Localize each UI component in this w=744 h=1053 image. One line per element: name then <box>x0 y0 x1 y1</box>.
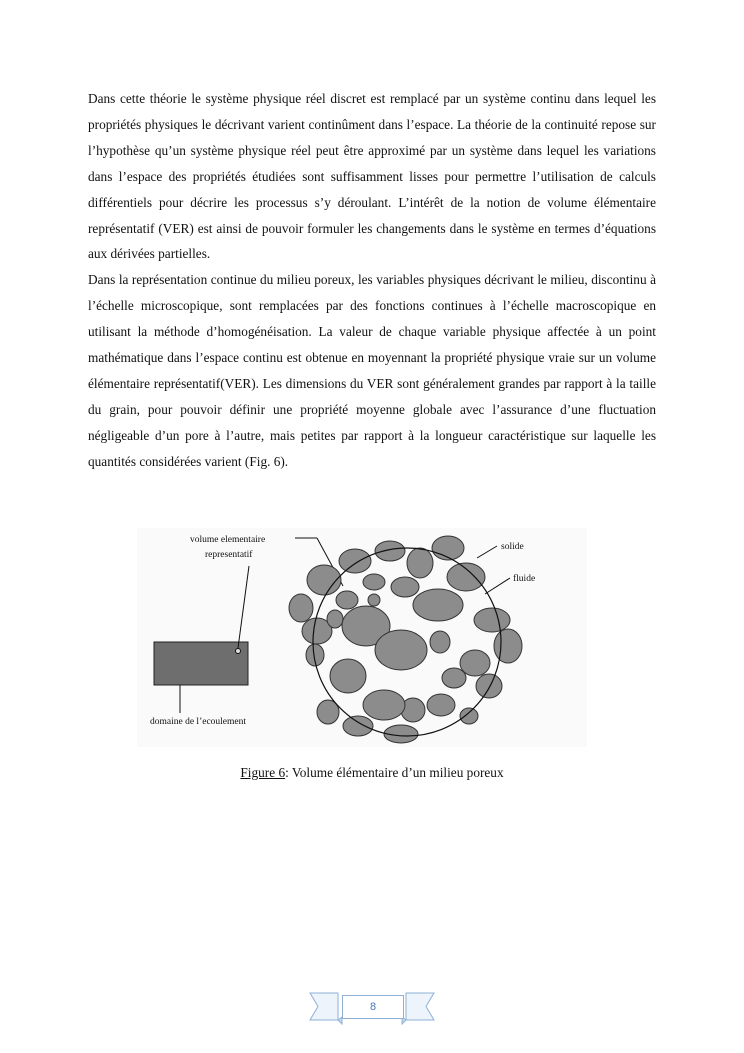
label-fluide: fluide <box>513 574 536 584</box>
body-text <box>88 86 656 475</box>
figure-porous-medium <box>137 528 587 747</box>
label-domaine-ecoulement: domaine de l’ecoulement <box>150 717 247 727</box>
figure-caption-label: Figure 6 <box>240 765 286 780</box>
page-footer <box>308 990 436 1030</box>
paragraph-2: Dans la représentation continue du milieu poreux, les variables physiques décrivant le milieu, discontinu à l’échelle microscopique, sont remplacées par des fonctions continues à l’échelle macroscopique en utilisant la méthode d’homogénéisation. La valeur de chaque variable physique affectée à un point mathématique dans l’espace continu est obtenue en moyennant la propriété physique vraie sur un volume élémentaire représentatif(VER). Les dimensions du VER sont généralement grandes par rapport à la taille du grain, pour pouvoir définir une propriété moyenne globale avec l’assurance d’une fluctuation négligeable d’un pore à l’autre, mais petites par rapport à la longueur caractéristique sur laquelle les quantités considérées varient (Fig. 6). <box>88 272 656 469</box>
figure-caption-text: : Volume élémentaire d’un milieu poreux <box>285 765 504 780</box>
page-number: 8 <box>342 995 404 1019</box>
label-solide: solide <box>501 542 524 552</box>
paragraph-1: Dans cette théorie le système physique réel discret est remplacé par un système continu dans lequel les propriétés physiques le décrivant varient continûment dans l’espace. La théorie de la continuité repose sur l’hypothèse qu’un système physique réel peut être approximé par un système dans lequel les variations dans l’espace des propriétés étudiées sont suffisamment lisses pour permettre l’utilisation de calculs différentiels pour décrire les processus s’y déroulant. L’intérêt de la notion de volume élémentaire représentatif (VER) est ainsi de pouvoir formuler les changements dans le système en termes d’équations aux dérivées partielles. <box>88 91 656 262</box>
flow-domain-rect <box>154 642 248 685</box>
label-volume-elementaire: volume elementaire <box>190 535 266 545</box>
label-representatif: representatif <box>205 550 253 560</box>
figure-caption <box>0 765 744 781</box>
ver-point <box>236 649 241 654</box>
porous-medium-diagram <box>137 528 587 747</box>
